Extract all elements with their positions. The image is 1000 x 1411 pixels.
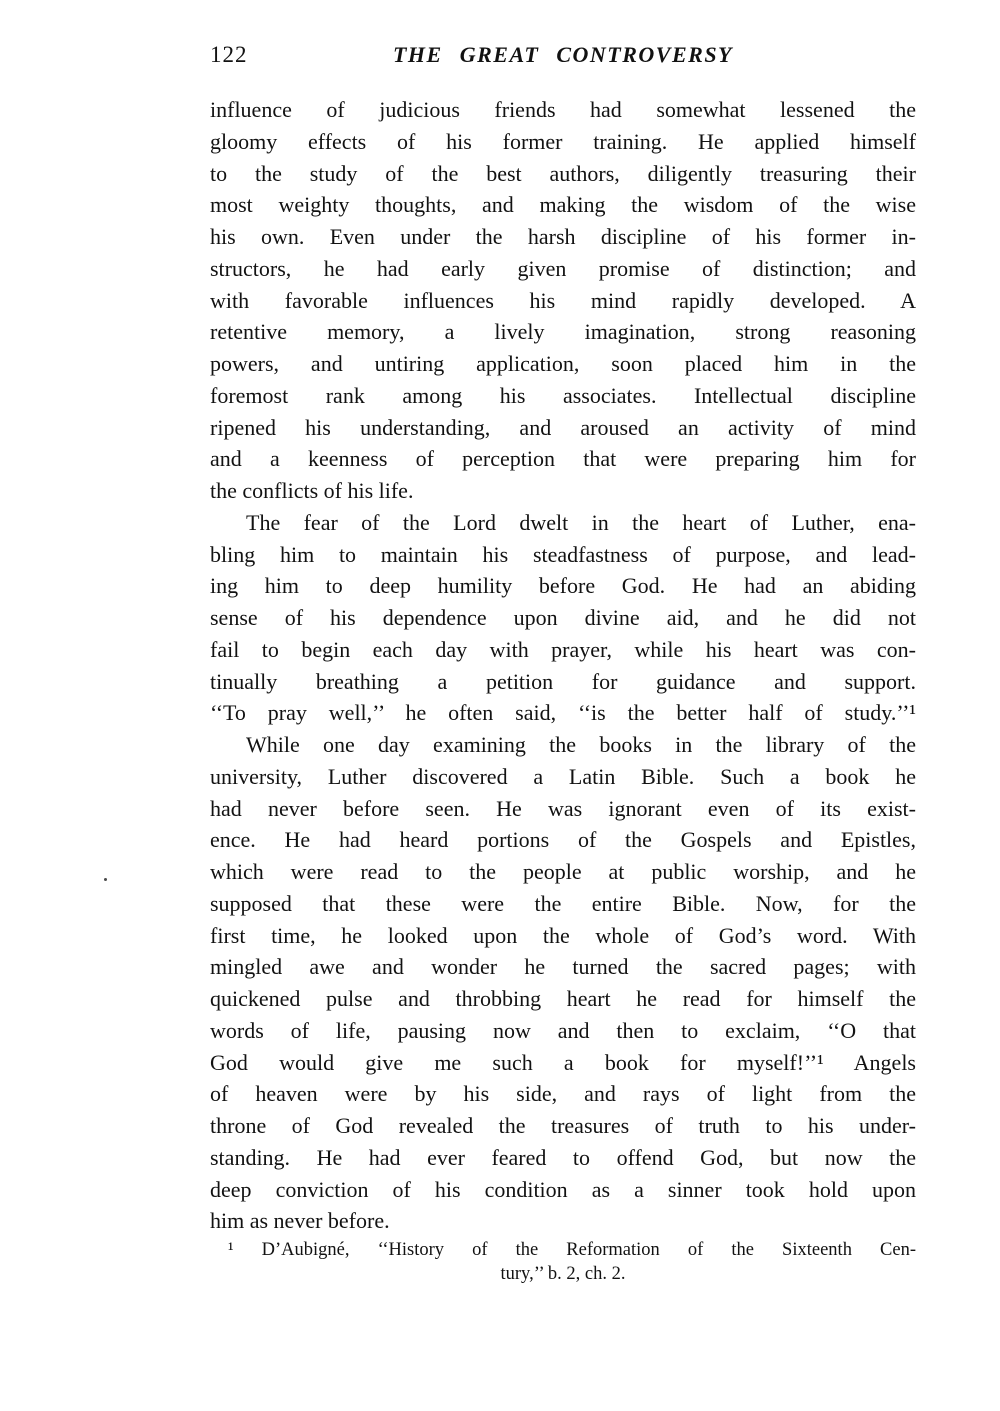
text-line: of heaven were by his side, and rays of light from the	[210, 1081, 916, 1107]
paragraph	[210, 94, 916, 507]
text-line: gloomy effects of his former training. He applied himself	[210, 128, 916, 154]
text-line: deep conviction of his condition as a sinner took hold upon	[210, 1176, 916, 1202]
text-line: tinually breathing a petition for guidance and support.	[210, 668, 916, 694]
paragraph	[210, 507, 916, 729]
text-line: While one day examining the books in the library of the	[246, 732, 916, 757]
text-line: structors, he had early given promise of distinction; and	[210, 255, 916, 281]
text-line: influence of judicious friends had somewhat lessened the	[210, 97, 916, 122]
text-line: throne of God revealed the treasures of truth to his under-	[210, 1113, 916, 1138]
text-line: first time, he looked upon the whole of God’s word. With	[210, 922, 916, 948]
text-line: most weighty thoughts, and making the wisdom of the wise	[210, 192, 916, 218]
text-line: him as never before.	[210, 1208, 390, 1234]
text-line: ing him to deep humility before God. He had an abiding	[210, 573, 916, 599]
text-line: God would give me such a book for myself!’’¹ Angels	[210, 1049, 916, 1075]
footnote-line-2: tury,’’ b. 2, ch. 2.	[500, 1263, 626, 1284]
text-line: ence. He had heard portions of the Gospels and Epistles,	[210, 827, 916, 853]
text-line: The fear of the Lord dwelt in the heart of Luther, ena-	[246, 509, 916, 535]
page-number: 122	[210, 42, 248, 67]
text-line: and a keenness of perception that were preparing him for	[210, 446, 916, 472]
text-block	[210, 0, 916, 1411]
footnote	[210, 1239, 916, 1286]
text-line: ripened his understanding, and aroused an activity of mind	[210, 414, 916, 440]
running-title: THE GREAT CONTROVERSY	[392, 42, 733, 67]
text-line: fail to begin each day with prayer, while his heart was con-	[210, 636, 916, 662]
text-line: his own. Even under the harsh discipline of his former in-	[210, 224, 916, 249]
text-line: which were read to the people at public worship, and he	[210, 859, 916, 884]
text-line: quickened pulse and throbbing heart he read for himself the	[210, 986, 916, 1011]
scan-speck	[104, 878, 107, 881]
text-line: with favorable influences his mind rapidly developed. A	[210, 287, 916, 313]
paragraph	[210, 729, 916, 1237]
text-line: words of life, pausing now and then to exclaim, ‘‘O that	[210, 1017, 916, 1043]
text-line: bling him to maintain his steadfastness of purpose, and lead-	[210, 541, 916, 567]
page-body	[210, 94, 916, 1237]
text-line: the conflicts of his life.	[210, 478, 414, 503]
text-line: standing. He had ever feared to offend God, but now the	[210, 1144, 916, 1170]
text-line: retentive memory, a lively imagination, strong reasoning	[210, 319, 916, 345]
text-line: to the study of the best authors, diligently treasuring their	[210, 160, 916, 186]
text-line: had never before seen. He was ignorant even of its exist-	[210, 795, 916, 821]
text-line: sense of his dependence upon divine aid, and he did not	[210, 605, 916, 630]
footnote-line-1: ¹ D’Aubigné, ‘‘History of the Reformation of the Sixteenth Cen-	[228, 1240, 916, 1260]
text-line: powers, and untiring application, soon placed him in the	[210, 351, 916, 376]
text-line: mingled awe and wonder he turned the sacred pages; with	[210, 954, 916, 980]
text-line: foremost rank among his associates. Intellectual discipline	[210, 382, 916, 408]
text-line: supposed that these were the entire Bible. Now, for the	[210, 890, 916, 916]
text-line: ‘‘To pray well,’’ he often said, ‘‘is the better half of study.’’¹	[210, 700, 916, 726]
text-line: university, Luther discovered a Latin Bible. Such a book he	[210, 763, 916, 789]
